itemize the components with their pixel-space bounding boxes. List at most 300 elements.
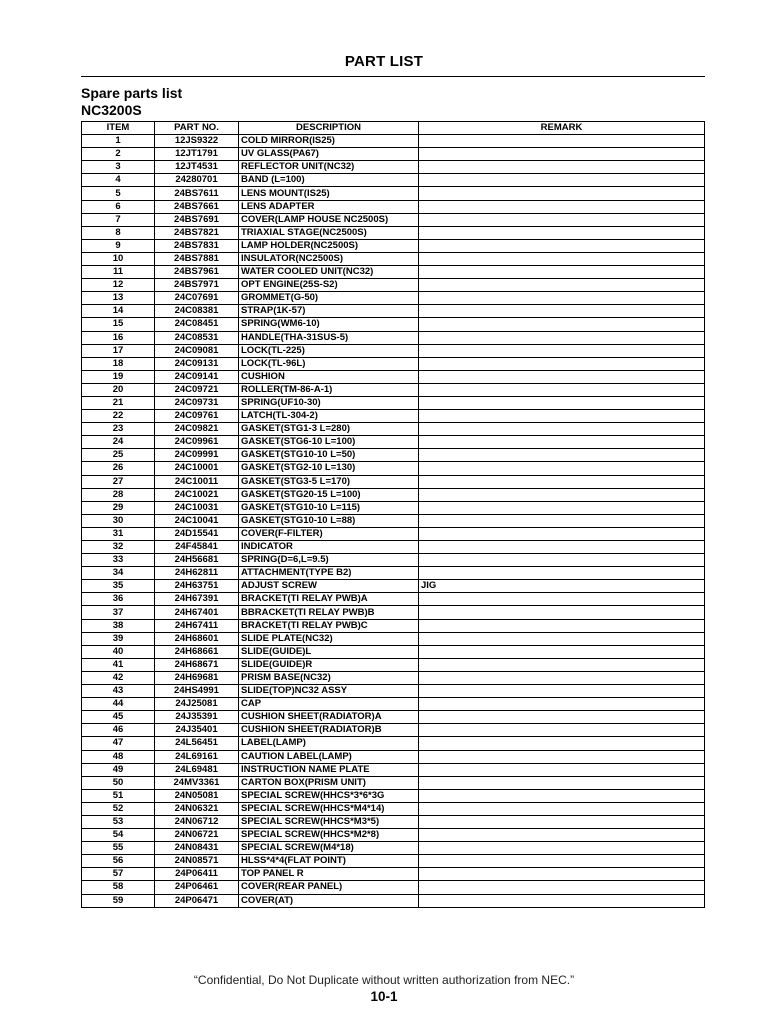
item-number-cell: 41	[82, 658, 155, 671]
part-number-cell: 24BS7691	[155, 213, 239, 226]
item-number-cell: 8	[82, 226, 155, 239]
table-row	[82, 685, 705, 698]
item-number-cell: 23	[82, 423, 155, 436]
item-number-cell: 56	[82, 855, 155, 868]
item-number-cell: 51	[82, 789, 155, 802]
remark-cell	[419, 698, 705, 711]
part-number-cell: 24L69161	[155, 750, 239, 763]
remark-cell	[419, 200, 705, 213]
description-cell: COVER(F-FILTER)	[239, 527, 419, 540]
description-cell: LABEL(LAMP)	[239, 737, 419, 750]
table-row	[82, 174, 705, 187]
table-row	[82, 252, 705, 265]
table-row	[82, 645, 705, 658]
part-number-cell: 24MV3361	[155, 776, 239, 789]
remark-cell	[419, 711, 705, 724]
description-cell: GASKET(STG6-10 L=100)	[239, 436, 419, 449]
table-row	[82, 750, 705, 763]
description-cell: GASKET(STG3-5 L=170)	[239, 475, 419, 488]
remark-cell	[419, 724, 705, 737]
description-cell: SLIDE PLATE(NC32)	[239, 632, 419, 645]
remark-cell	[419, 554, 705, 567]
part-number-cell: 24N06721	[155, 829, 239, 842]
description-cell: COVER(REAR PANEL)	[239, 881, 419, 894]
description-cell: BAND (L=100)	[239, 174, 419, 187]
remark-cell	[419, 619, 705, 632]
remark-cell	[419, 423, 705, 436]
description-cell: BRACKET(TI RELAY PWB)C	[239, 619, 419, 632]
table-row	[82, 567, 705, 580]
part-number-cell: 24P06461	[155, 881, 239, 894]
description-cell: LENS ADAPTER	[239, 200, 419, 213]
part-number-cell: 24C09081	[155, 344, 239, 357]
table-row	[82, 632, 705, 645]
remark-cell	[419, 239, 705, 252]
description-cell: LENS MOUNT(IS25)	[239, 187, 419, 200]
description-cell: REFLECTOR UNIT(NC32)	[239, 161, 419, 174]
description-cell: LOCK(TL-96L)	[239, 357, 419, 370]
item-number-cell: 6	[82, 200, 155, 213]
table-row	[82, 292, 705, 305]
table-row	[82, 226, 705, 239]
part-number-cell: 24N05081	[155, 789, 239, 802]
table-row	[82, 331, 705, 344]
remark-cell	[419, 894, 705, 907]
table-row	[82, 488, 705, 501]
table-row	[82, 868, 705, 881]
part-number-cell: 24H68601	[155, 632, 239, 645]
column-header-item: ITEM	[82, 122, 155, 135]
item-number-cell: 2	[82, 148, 155, 161]
remark-cell	[419, 802, 705, 815]
part-number-cell: 24C09761	[155, 410, 239, 423]
item-number-cell: 10	[82, 252, 155, 265]
parts-table-body	[82, 135, 705, 908]
description-cell: STRAP(1K-57)	[239, 305, 419, 318]
table-row	[82, 187, 705, 200]
remark-cell	[419, 750, 705, 763]
item-number-cell: 30	[82, 514, 155, 527]
description-cell: SPECIAL SCREW(M4*18)	[239, 842, 419, 855]
table-row	[82, 580, 705, 593]
description-cell: SPRING(WM6-10)	[239, 318, 419, 331]
item-number-cell: 27	[82, 475, 155, 488]
description-cell: HLSS*4*4(FLAT POINT)	[239, 855, 419, 868]
part-number-cell: 24N06712	[155, 815, 239, 828]
table-row	[82, 737, 705, 750]
table-row	[82, 357, 705, 370]
description-cell: SPECIAL SCREW(HHCS*3*6*3G	[239, 789, 419, 802]
part-number-cell: 24C09731	[155, 396, 239, 409]
part-number-cell: 24H56681	[155, 554, 239, 567]
part-number-cell: 24BS7611	[155, 187, 239, 200]
item-number-cell: 37	[82, 606, 155, 619]
description-cell: LAMP HOLDER(NC2500S)	[239, 239, 419, 252]
table-row	[82, 266, 705, 279]
table-row	[82, 711, 705, 724]
table-row	[82, 802, 705, 815]
description-cell: LOCK(TL-225)	[239, 344, 419, 357]
item-number-cell: 13	[82, 292, 155, 305]
remark-cell	[419, 488, 705, 501]
part-number-cell: 24H68661	[155, 645, 239, 658]
remark-cell	[419, 645, 705, 658]
part-number-cell: 24L56451	[155, 737, 239, 750]
item-number-cell: 28	[82, 488, 155, 501]
part-number-cell: 24C10031	[155, 501, 239, 514]
remark-cell	[419, 449, 705, 462]
part-number-cell: 24C10001	[155, 462, 239, 475]
table-row	[82, 501, 705, 514]
item-number-cell: 9	[82, 239, 155, 252]
table-row	[82, 213, 705, 226]
part-number-cell: 24BS7661	[155, 200, 239, 213]
part-number-cell: 24N08431	[155, 842, 239, 855]
table-row	[82, 135, 705, 148]
part-number-cell: 24BS7971	[155, 279, 239, 292]
description-cell: SPRING(UF10-30)	[239, 396, 419, 409]
item-number-cell: 40	[82, 645, 155, 658]
description-cell: SLIDE(TOP)NC32 ASSY	[239, 685, 419, 698]
item-number-cell: 54	[82, 829, 155, 842]
page-number: 10-1	[370, 989, 398, 1004]
remark-cell	[419, 763, 705, 776]
description-cell: SPECIAL SCREW(HHCS*M4*14)	[239, 802, 419, 815]
remark-cell	[419, 357, 705, 370]
part-number-cell: 24C07691	[155, 292, 239, 305]
part-number-cell: 24C10041	[155, 514, 239, 527]
part-number-cell: 12JS9322	[155, 135, 239, 148]
remark-cell	[419, 737, 705, 750]
description-cell: BBRACKET(TI RELAY PWB)B	[239, 606, 419, 619]
table-row	[82, 436, 705, 449]
description-cell: INSULATOR(NC2500S)	[239, 252, 419, 265]
table-row	[82, 619, 705, 632]
title-divider	[81, 76, 705, 77]
remark-cell	[419, 632, 705, 645]
remark-cell	[419, 213, 705, 226]
remark-cell	[419, 567, 705, 580]
part-number-cell: 24F45841	[155, 541, 239, 554]
description-cell: LATCH(TL-304-2)	[239, 410, 419, 423]
section-title: Spare parts list	[81, 85, 183, 101]
description-cell: HANDLE(THA-31SUS-5)	[239, 331, 419, 344]
item-number-cell: 48	[82, 750, 155, 763]
table-row	[82, 383, 705, 396]
description-cell: GROMMET(G-50)	[239, 292, 419, 305]
remark-cell	[419, 305, 705, 318]
remark-cell	[419, 776, 705, 789]
part-number-cell: 24H69681	[155, 671, 239, 684]
remark-cell	[419, 252, 705, 265]
remark-cell	[419, 226, 705, 239]
part-number-cell: 24280701	[155, 174, 239, 187]
item-number-cell: 53	[82, 815, 155, 828]
remark-cell	[419, 396, 705, 409]
item-number-cell: 18	[82, 357, 155, 370]
item-number-cell: 5	[82, 187, 155, 200]
item-number-cell: 26	[82, 462, 155, 475]
item-number-cell: 59	[82, 894, 155, 907]
description-cell: PRISM BASE(NC32)	[239, 671, 419, 684]
table-row	[82, 527, 705, 540]
item-number-cell: 45	[82, 711, 155, 724]
part-number-cell: 24J35391	[155, 711, 239, 724]
part-number-cell: 24HS4991	[155, 685, 239, 698]
part-number-cell: 24C08531	[155, 331, 239, 344]
remark-cell	[419, 475, 705, 488]
remark-cell	[419, 541, 705, 554]
part-number-cell: 24BS7961	[155, 266, 239, 279]
table-row	[82, 894, 705, 907]
remark-cell	[419, 174, 705, 187]
table-row	[82, 776, 705, 789]
description-cell: SLIDE(GUIDE)L	[239, 645, 419, 658]
item-number-cell: 39	[82, 632, 155, 645]
remark-cell	[419, 514, 705, 527]
remark-cell	[419, 279, 705, 292]
item-number-cell: 1	[82, 135, 155, 148]
part-number-cell: 24H63751	[155, 580, 239, 593]
item-number-cell: 50	[82, 776, 155, 789]
remark-cell	[419, 671, 705, 684]
part-number-cell: 24H67391	[155, 593, 239, 606]
table-row	[82, 763, 705, 776]
part-number-cell: 24L69481	[155, 763, 239, 776]
table-row	[82, 593, 705, 606]
part-number-cell: 12JT4531	[155, 161, 239, 174]
description-cell: UV GLASS(PA67)	[239, 148, 419, 161]
table-row	[82, 606, 705, 619]
column-header-part-no: PART NO.	[155, 122, 239, 135]
part-number-cell: 24C09141	[155, 370, 239, 383]
part-number-cell: 24P06411	[155, 868, 239, 881]
item-number-cell: 25	[82, 449, 155, 462]
remark-cell	[419, 292, 705, 305]
item-number-cell: 33	[82, 554, 155, 567]
part-number-cell: 24C09721	[155, 383, 239, 396]
part-number-cell: 12JT1791	[155, 148, 239, 161]
remark-cell	[419, 161, 705, 174]
description-cell: GASKET(STG10-10 L=88)	[239, 514, 419, 527]
remark-cell	[419, 462, 705, 475]
table-row	[82, 724, 705, 737]
remark-cell	[419, 344, 705, 357]
part-number-cell: 24C10011	[155, 475, 239, 488]
part-number-cell: 24P06471	[155, 894, 239, 907]
item-number-cell: 20	[82, 383, 155, 396]
item-number-cell: 11	[82, 266, 155, 279]
item-number-cell: 14	[82, 305, 155, 318]
remark-cell	[419, 187, 705, 200]
description-cell: INSTRUCTION NAME PLATE	[239, 763, 419, 776]
remark-cell	[419, 842, 705, 855]
description-cell: BRACKET(TI RELAY PWB)A	[239, 593, 419, 606]
description-cell: COVER(AT)	[239, 894, 419, 907]
table-row	[82, 396, 705, 409]
table-row	[82, 200, 705, 213]
item-number-cell: 22	[82, 410, 155, 423]
item-number-cell: 24	[82, 436, 155, 449]
table-row	[82, 541, 705, 554]
table-row	[82, 671, 705, 684]
item-number-cell: 57	[82, 868, 155, 881]
table-row	[82, 279, 705, 292]
item-number-cell: 12	[82, 279, 155, 292]
item-number-cell: 35	[82, 580, 155, 593]
description-cell: SPECIAL SCREW(HHCS*M2*8)	[239, 829, 419, 842]
item-number-cell: 15	[82, 318, 155, 331]
item-number-cell: 4	[82, 174, 155, 187]
part-number-cell: 24H67411	[155, 619, 239, 632]
part-number-cell: 24N08571	[155, 855, 239, 868]
table-row	[82, 829, 705, 842]
table-row	[82, 842, 705, 855]
table-row	[82, 449, 705, 462]
part-number-cell: 24BS7831	[155, 239, 239, 252]
remark-cell	[419, 135, 705, 148]
remark-cell	[419, 436, 705, 449]
item-number-cell: 58	[82, 881, 155, 894]
part-number-cell: 24J35401	[155, 724, 239, 737]
table-row	[82, 410, 705, 423]
item-number-cell: 19	[82, 370, 155, 383]
part-number-cell: 24D15541	[155, 527, 239, 540]
description-cell: CUSHION SHEET(RADIATOR)B	[239, 724, 419, 737]
item-number-cell: 17	[82, 344, 155, 357]
description-cell: INDICATOR	[239, 541, 419, 554]
remark-cell	[419, 855, 705, 868]
part-number-cell: 24J25081	[155, 698, 239, 711]
page-title: PART LIST	[344, 53, 424, 70]
remark-cell	[419, 606, 705, 619]
description-cell: TOP PANEL R	[239, 868, 419, 881]
description-cell: GASKET(STG20-15 L=100)	[239, 488, 419, 501]
column-header-remark: REMARK	[419, 122, 705, 135]
table-row	[82, 475, 705, 488]
column-header-description: DESCRIPTION	[239, 122, 419, 135]
part-number-cell: 24BS7881	[155, 252, 239, 265]
description-cell: SPRING(D=6,L=9.5)	[239, 554, 419, 567]
description-cell: CAP	[239, 698, 419, 711]
remark-cell	[419, 410, 705, 423]
item-number-cell: 36	[82, 593, 155, 606]
table-row	[82, 855, 705, 868]
description-cell: SLIDE(GUIDE)R	[239, 658, 419, 671]
model-name: NC3200S	[81, 102, 142, 118]
remark-cell	[419, 685, 705, 698]
description-cell: TRIAXIAL STAGE(NC2500S)	[239, 226, 419, 239]
description-cell: COLD MIRROR(IS25)	[239, 135, 419, 148]
table-row	[82, 423, 705, 436]
description-cell: OPT ENGINE(25S-S2)	[239, 279, 419, 292]
part-number-cell: 24H67401	[155, 606, 239, 619]
table-row	[82, 554, 705, 567]
item-number-cell: 21	[82, 396, 155, 409]
part-number-cell: 24BS7821	[155, 226, 239, 239]
table-row	[82, 344, 705, 357]
part-number-cell: 24H68671	[155, 658, 239, 671]
remark-cell	[419, 868, 705, 881]
remark-cell	[419, 658, 705, 671]
item-number-cell: 7	[82, 213, 155, 226]
item-number-cell: 47	[82, 737, 155, 750]
item-number-cell: 31	[82, 527, 155, 540]
part-number-cell: 24H62811	[155, 567, 239, 580]
table-row	[82, 658, 705, 671]
item-number-cell: 32	[82, 541, 155, 554]
table-row	[82, 881, 705, 894]
table-row	[82, 148, 705, 161]
table-row	[82, 789, 705, 802]
remark-cell: JIG	[419, 580, 705, 593]
description-cell: ATTACHMENT(TYPE B2)	[239, 567, 419, 580]
remark-cell	[419, 501, 705, 514]
parts-table	[81, 121, 705, 908]
item-number-cell: 38	[82, 619, 155, 632]
table-row	[82, 462, 705, 475]
remark-cell	[419, 593, 705, 606]
description-cell: CARTON BOX(PRISM UNIT)	[239, 776, 419, 789]
remark-cell	[419, 383, 705, 396]
table-row	[82, 698, 705, 711]
confidentiality-note: “Confidential, Do Not Duplicate without written authorization from NEC.”	[193, 973, 575, 987]
part-number-cell: 24C09961	[155, 436, 239, 449]
part-number-cell: 24C08451	[155, 318, 239, 331]
description-cell: ROLLER(TM-86-A-1)	[239, 383, 419, 396]
item-number-cell: 46	[82, 724, 155, 737]
description-cell: SPECIAL SCREW(HHCS*M3*5)	[239, 815, 419, 828]
item-number-cell: 43	[82, 685, 155, 698]
remark-cell	[419, 815, 705, 828]
description-cell: GASKET(STG2-10 L=130)	[239, 462, 419, 475]
remark-cell	[419, 331, 705, 344]
item-number-cell: 29	[82, 501, 155, 514]
item-number-cell: 44	[82, 698, 155, 711]
part-number-cell: 24C09821	[155, 423, 239, 436]
description-cell: COVER(LAMP HOUSE NC2500S)	[239, 213, 419, 226]
item-number-cell: 34	[82, 567, 155, 580]
table-row	[82, 318, 705, 331]
table-row	[82, 815, 705, 828]
description-cell: GASKET(STG1-3 L=280)	[239, 423, 419, 436]
description-cell: GASKET(STG10-10 L=50)	[239, 449, 419, 462]
item-number-cell: 55	[82, 842, 155, 855]
description-cell: GASKET(STG10-10 L=115)	[239, 501, 419, 514]
part-number-cell: 24C08381	[155, 305, 239, 318]
remark-cell	[419, 318, 705, 331]
part-number-cell: 24C09991	[155, 449, 239, 462]
description-cell: WATER COOLED UNIT(NC32)	[239, 266, 419, 279]
table-row	[82, 161, 705, 174]
item-number-cell: 3	[82, 161, 155, 174]
part-number-cell: 24C09131	[155, 357, 239, 370]
remark-cell	[419, 829, 705, 842]
item-number-cell: 42	[82, 671, 155, 684]
description-cell: CUSHION SHEET(RADIATOR)A	[239, 711, 419, 724]
table-row	[82, 305, 705, 318]
remark-cell	[419, 527, 705, 540]
description-cell: CUSHION	[239, 370, 419, 383]
item-number-cell: 52	[82, 802, 155, 815]
table-header-row	[82, 122, 705, 135]
item-number-cell: 16	[82, 331, 155, 344]
table-row	[82, 370, 705, 383]
remark-cell	[419, 148, 705, 161]
table-row	[82, 514, 705, 527]
part-number-cell: 24N06321	[155, 802, 239, 815]
item-number-cell: 49	[82, 763, 155, 776]
